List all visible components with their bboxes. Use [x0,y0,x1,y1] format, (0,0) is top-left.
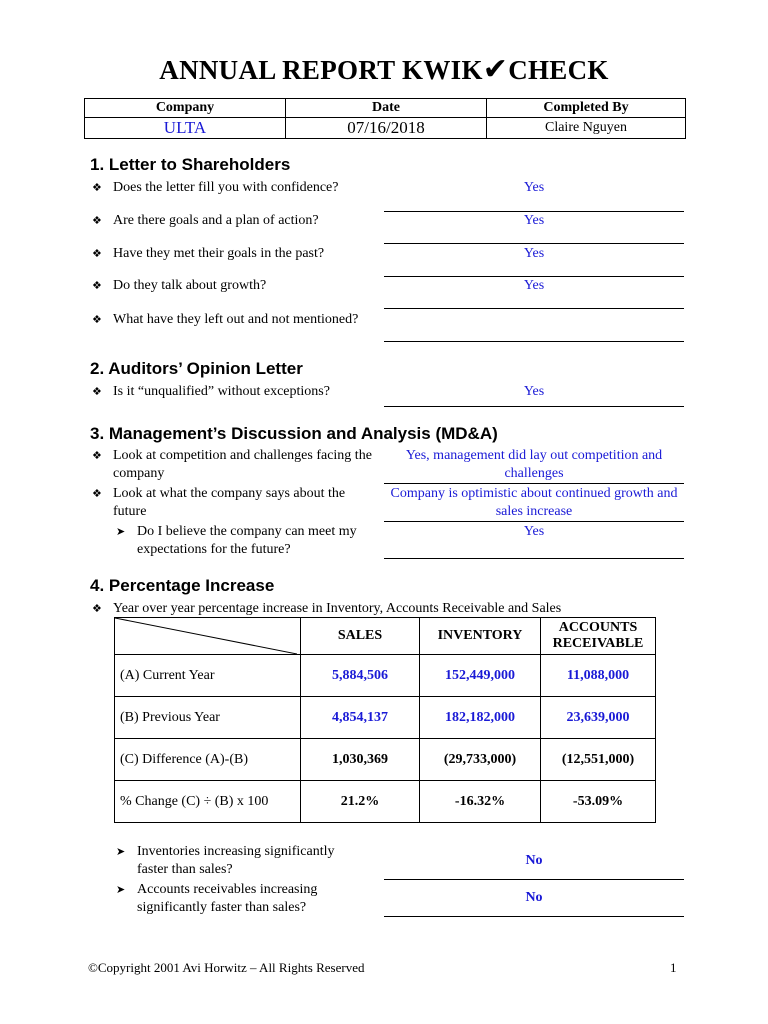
section-4-heading: 4. Percentage Increase [90,576,275,595]
section-2-heading: 2. Auditors’ Opinion Letter [90,359,303,378]
arrow-bullet-icon: ➤ [116,525,126,538]
diamond-bullet-icon: ❖ [92,247,102,260]
table-cell: -53.09% [541,781,656,823]
question-item [92,485,346,519]
question-item [92,277,267,295]
corner-cell [115,618,301,655]
page-number: 1 [670,960,677,975]
info-table [84,98,686,139]
table-cell[interactable]: 11,088,000 [541,655,656,697]
question-text: Accounts receivables increasing significantly faster than sales? [137,882,318,915]
company-header: Company [85,99,286,118]
diamond-bullet-icon: ❖ [92,279,102,292]
diamond-bullet-icon: ❖ [92,487,102,500]
diamond-bullet-icon: ❖ [92,214,102,227]
question-item [92,179,339,197]
diamond-bullet-icon: ❖ [92,385,102,398]
header-sales: SALES [301,618,420,655]
answer-field[interactable]: Yes, management did lay out competition and challenges [405,448,663,481]
answer-line [384,341,684,342]
answer-field[interactable]: Yes [523,180,545,195]
answer-line [384,916,684,917]
question-text: Are there goals and a plan of action? [113,213,319,228]
title-text-before: ANNUAL REPORT KWIK [159,55,483,85]
percentage-table [114,617,656,823]
completed-by-value[interactable]: Claire Nguyen [487,118,686,139]
table-row [115,739,656,781]
question-text: What have they left out and not mentioned? [113,312,359,327]
date-value[interactable]: 07/16/2018 [286,118,487,139]
question-text: Look at what the company says about the future [113,486,346,519]
question-item [92,311,359,329]
answer-line [384,483,684,484]
diamond-bullet-icon: ❖ [92,181,102,194]
section-3-heading: 3. Management’s Discussion and Analysis (MD&A) [90,424,498,443]
row-label: (A) Current Year [115,655,301,697]
question-item [92,245,325,263]
question-text: Is it “unqualified” without exceptions? [113,384,330,399]
diamond-bullet-icon: ❖ [92,602,102,615]
question-text: Does the letter fill you with confidence? [113,180,339,195]
arrow-bullet-icon: ➤ [116,883,126,896]
completed-by-header: Completed By [487,99,686,118]
question-text: Do they talk about growth? [113,278,267,293]
table-cell[interactable]: 23,639,000 [541,697,656,739]
answer-line [384,558,684,559]
question-item [92,447,372,481]
question-text: Do I believe the company can meet my expectations for the future? [137,524,357,557]
intro-item [92,600,562,618]
row-label: % Change (C) ÷ (B) x 100 [115,781,301,823]
question-item [92,383,330,401]
row-label: (C) Difference (A)-(B) [115,739,301,781]
question-text: Inventories increasing significantly faster than sales? [137,844,335,877]
question-text: Look at competition and challenges facing the company [113,448,372,481]
question-text: Have they met their goals in the past? [113,246,325,261]
answer-field[interactable]: Yes [523,213,545,228]
diagonal-line-icon [115,618,297,654]
title-text-after: CHECK [508,55,609,85]
answer-field[interactable]: No [525,853,543,868]
table-cell[interactable]: 5,884,506 [301,655,420,697]
table-cell: 1,030,369 [301,739,420,781]
header-accounts-receivable: ACCOUNTS RECEIVABLE [541,618,656,655]
arrow-bullet-icon: ➤ [116,845,126,858]
answer-field[interactable]: No [525,890,543,905]
answer-line [384,521,684,522]
page-title [0,52,768,87]
table-cell[interactable]: 4,854,137 [301,697,420,739]
date-header: Date [286,99,487,118]
table-cell: (12,551,000) [541,739,656,781]
answer-field[interactable]: Company is optimistic about continued growth and sales increase [390,486,678,519]
answer-line [384,243,684,244]
diamond-bullet-icon: ❖ [92,449,102,462]
table-cell[interactable]: 182,182,000 [420,697,541,739]
diamond-bullet-icon: ❖ [92,313,102,326]
table-row [115,655,656,697]
table-cell: -16.32% [420,781,541,823]
section-1-heading: 1. Letter to Shareholders [90,155,291,174]
table-cell: (29,733,000) [420,739,541,781]
header-inventory: INVENTORY [420,618,541,655]
question-item [92,212,319,230]
answer-line [384,406,684,407]
table-cell[interactable]: 152,449,000 [420,655,541,697]
company-value[interactable]: ULTA [85,118,286,139]
checkmark-icon: ✔ [482,52,509,87]
copyright-footer: ©Copyright 2001 Avi Horwitz – All Rights Reserved [88,960,365,975]
answer-field[interactable]: Yes [523,524,545,539]
row-label: (B) Previous Year [115,697,301,739]
answer-field[interactable]: Yes [523,278,545,293]
table-row [115,781,656,823]
table-row [115,697,656,739]
intro-text: Year over year percentage increase in Inventory, Accounts Receivable and Sales [113,601,562,616]
answer-field[interactable]: Yes [523,246,545,261]
table-cell: 21.2% [301,781,420,823]
answer-line [384,308,684,309]
answer-line [384,879,684,880]
answer-field[interactable]: Yes [523,384,545,399]
